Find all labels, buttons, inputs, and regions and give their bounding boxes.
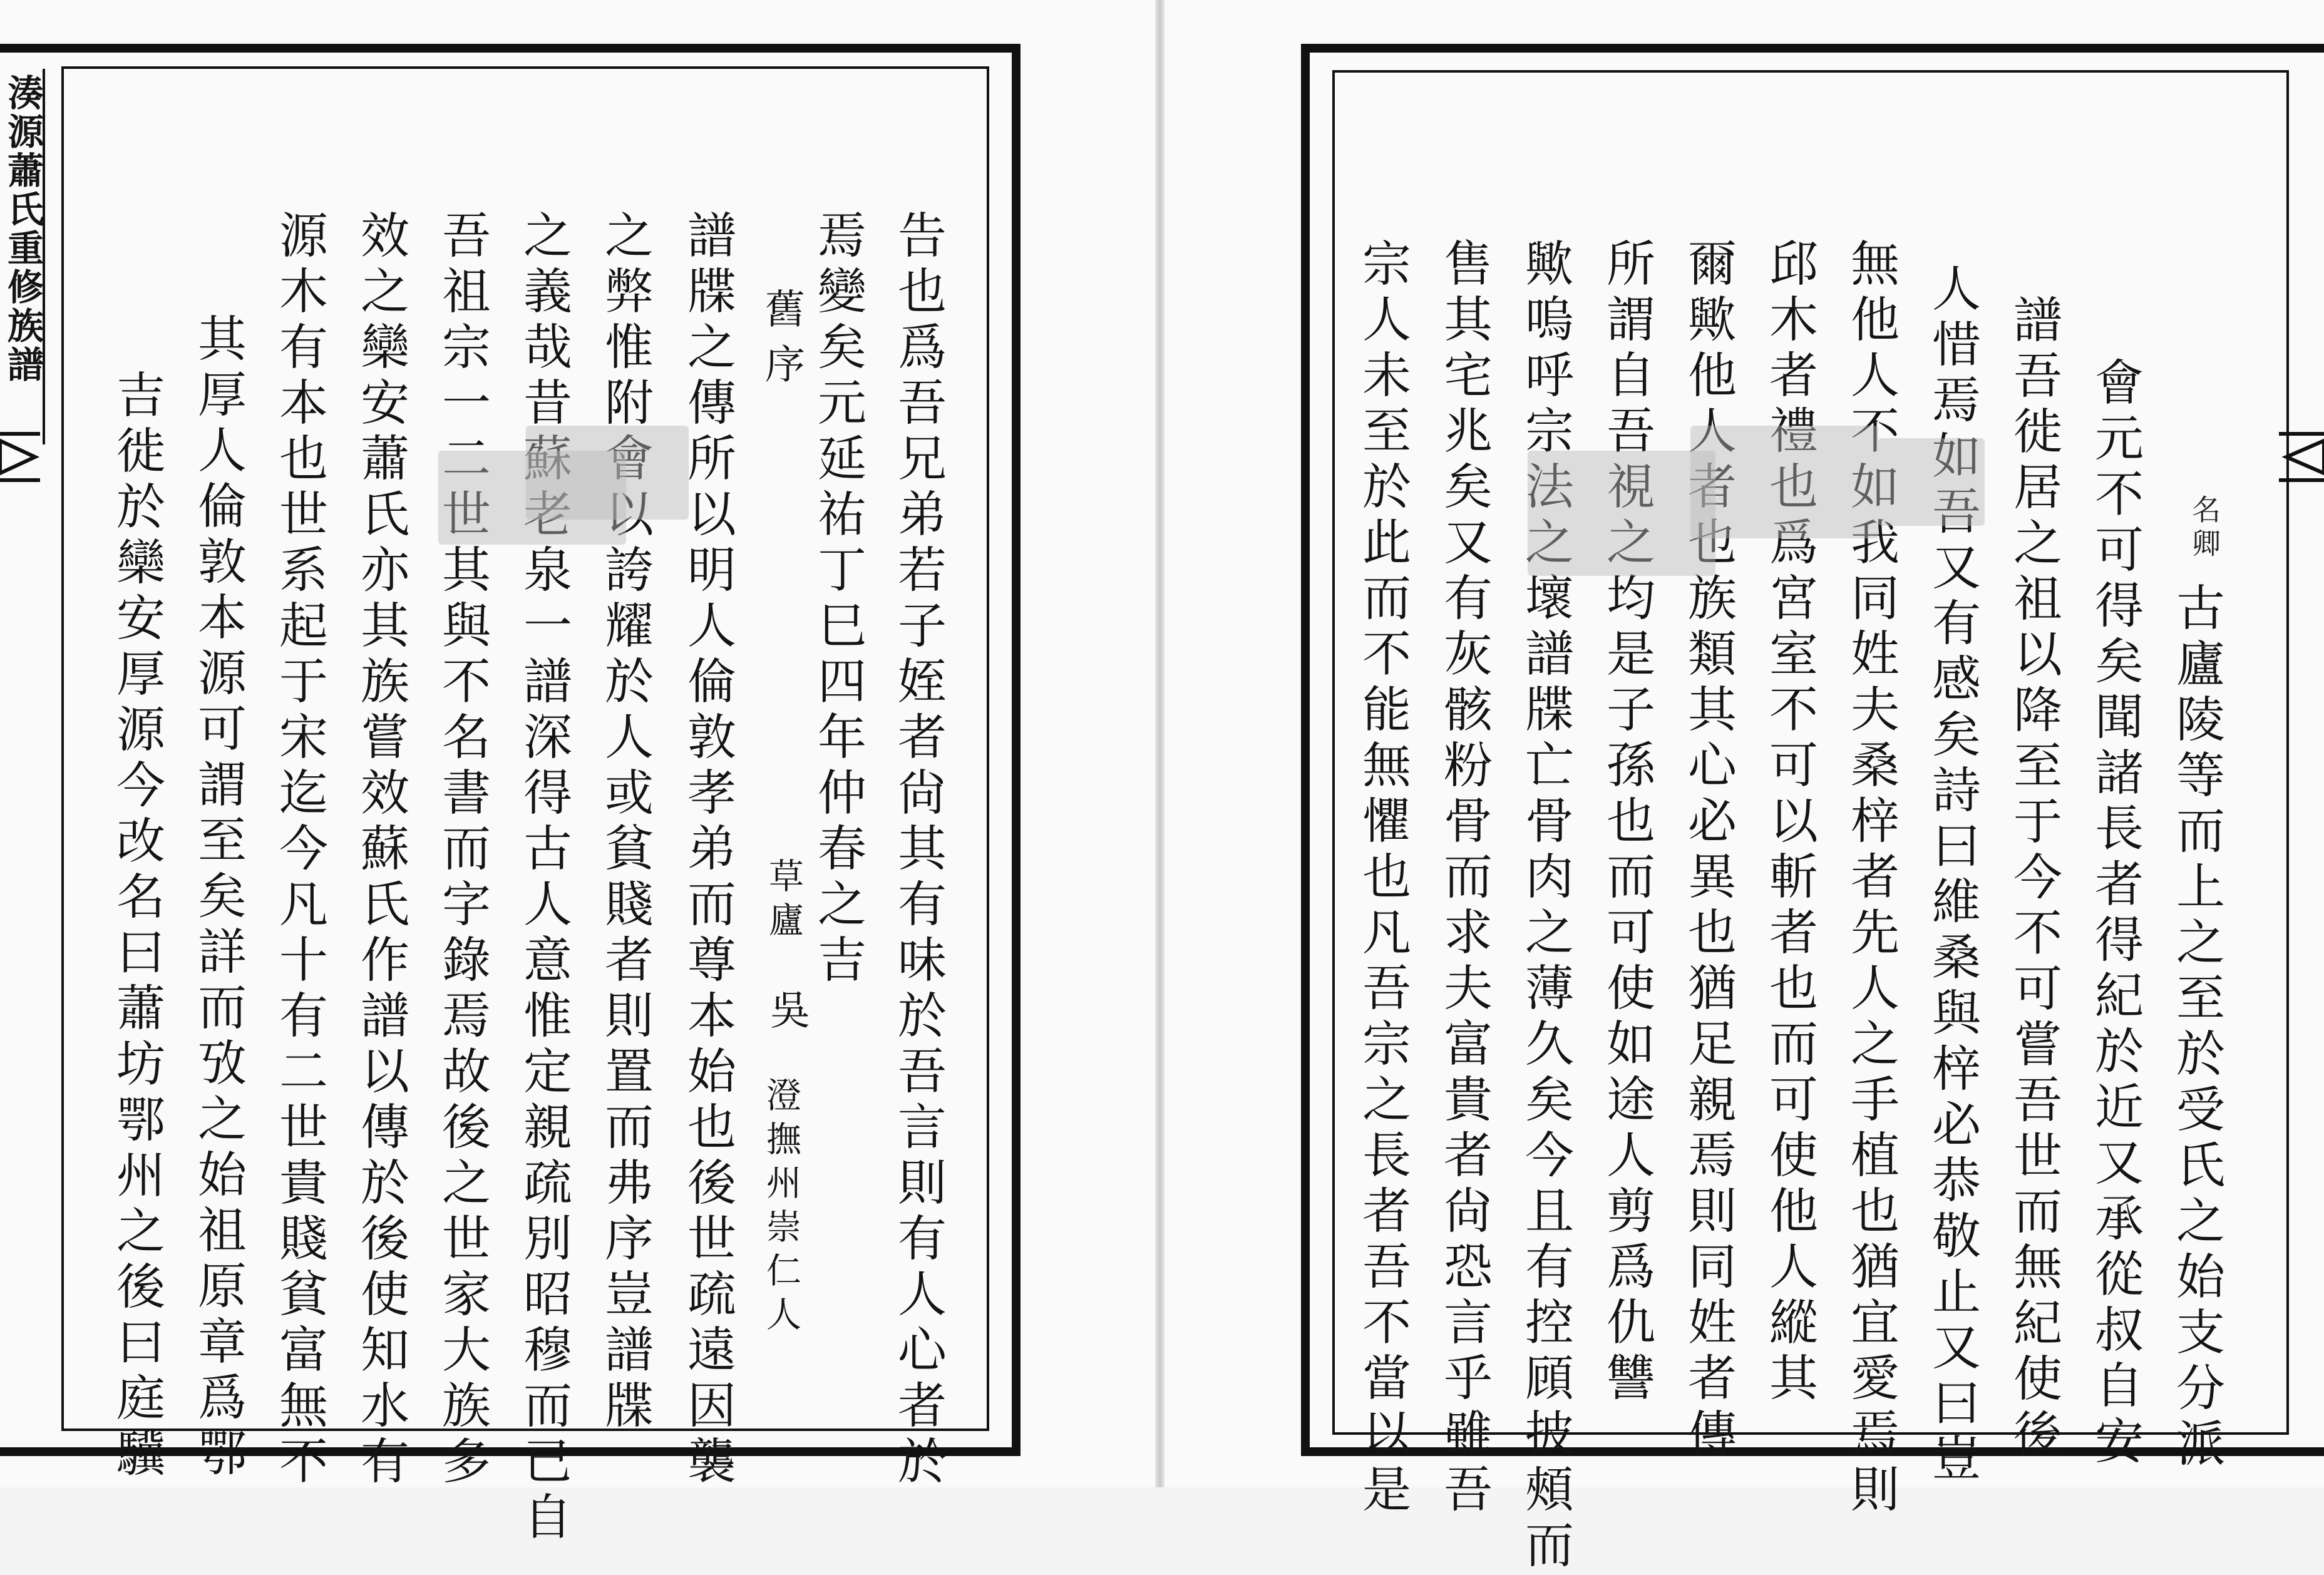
book-gutter: [1155, 0, 1165, 1487]
left-column-10: 吉徙於欒安厚源今改名曰蕭坊鄂州之後曰庭驥: [108, 369, 165, 1484]
left-column-2: 焉變矣元延祐丁巳四年仲春之吉: [810, 210, 866, 990]
right-column-11: 古廬陵等而上之至於受氏之始支分派: [2168, 582, 2224, 1474]
margin-note: 名卿: [2188, 495, 2221, 562]
ink-damage: [1528, 451, 1715, 576]
right-column-3: 歟嗚呼宗法之壞譜牒亡骨肉之薄久矣今且有控頋披頰而: [1517, 238, 1573, 1575]
right-column-2: 售其宅兆矣又有灰骸粉骨而求夫富貴者尙恐言乎雖吾: [1436, 238, 1492, 1519]
left-column-9: 其厚人倫敦本源可謂至矣詳而攷之始祖原章爲鄂: [190, 313, 246, 1483]
left-column-5: 之義哉昔蘇老泉一譜深得古人意惟定親疏別昭穆而已自: [515, 210, 572, 1547]
fishtail-ornament-left: [0, 432, 40, 482]
right-column-10: 會元不可得矣聞諸長者得紀於近又承從叔自安: [2087, 357, 2143, 1471]
left-column-8: 源木有本也世系起于宋迄今凡十有二世貴賤貧富無不: [271, 210, 327, 1491]
right-column-5: 爾歟他人者也族類其心必異也猶足親焉則同姓者傳: [1680, 238, 1736, 1464]
author-origin: 澄撫州崇仁人: [761, 1077, 801, 1340]
ink-damage: [1690, 426, 1878, 538]
right-column-4: 所謂自吾視之均是子孫也而可使如途人剪爲仇讐: [1598, 238, 1655, 1408]
left-column-6: 吾祖宗一二世其與不名書而字錄焉故後之世家大族多: [434, 210, 490, 1491]
left-column-7: 效之欒安蕭氏亦其族嘗效蘇氏作譜以傳於後使知水有: [352, 210, 409, 1491]
author-surname: 吳: [763, 989, 810, 1036]
ink-damage: [1878, 438, 1985, 526]
right-column-8: 人惜焉如吾又有感矣詩曰維桑與梓必恭敬止又曰豈: [1924, 263, 1980, 1489]
right-column-7: 無他人不如我同姓夫桑梓者先人之手植也猶宜愛焉則: [1843, 238, 1899, 1519]
right-column-9: 譜吾徙居之祖以降至于今不可嘗吾世而無紀使後: [2005, 294, 2062, 1464]
ink-damage: [526, 426, 689, 520]
author-place: 草廬: [763, 858, 804, 945]
preface-heading: 舊序: [758, 288, 805, 398]
right-column-6: 邱木者禮也爲宮室不可以斬者也而可使他人縱其: [1761, 238, 1818, 1408]
fishtail-ornament-right: [2279, 432, 2324, 482]
left-column-1: 告也爲吾兄弟若子姪者尙其有味於吾言則有人心者於: [890, 210, 946, 1491]
right-column-1: 宗人未至於此而不能無懼也凡吾宗之長者吾不當以是: [1354, 238, 1411, 1519]
left-column-3: 譜牒之傳所以明人倫敦孝弟而尊本始也後世疏遠因襲: [679, 210, 736, 1491]
left-column-4: 之弊惟附會以誇耀於人或貧賤者則置而弗序豈譜牒: [597, 210, 653, 1435]
genealogy-title-band: 湊源蕭氏重修族譜: [0, 69, 45, 444]
